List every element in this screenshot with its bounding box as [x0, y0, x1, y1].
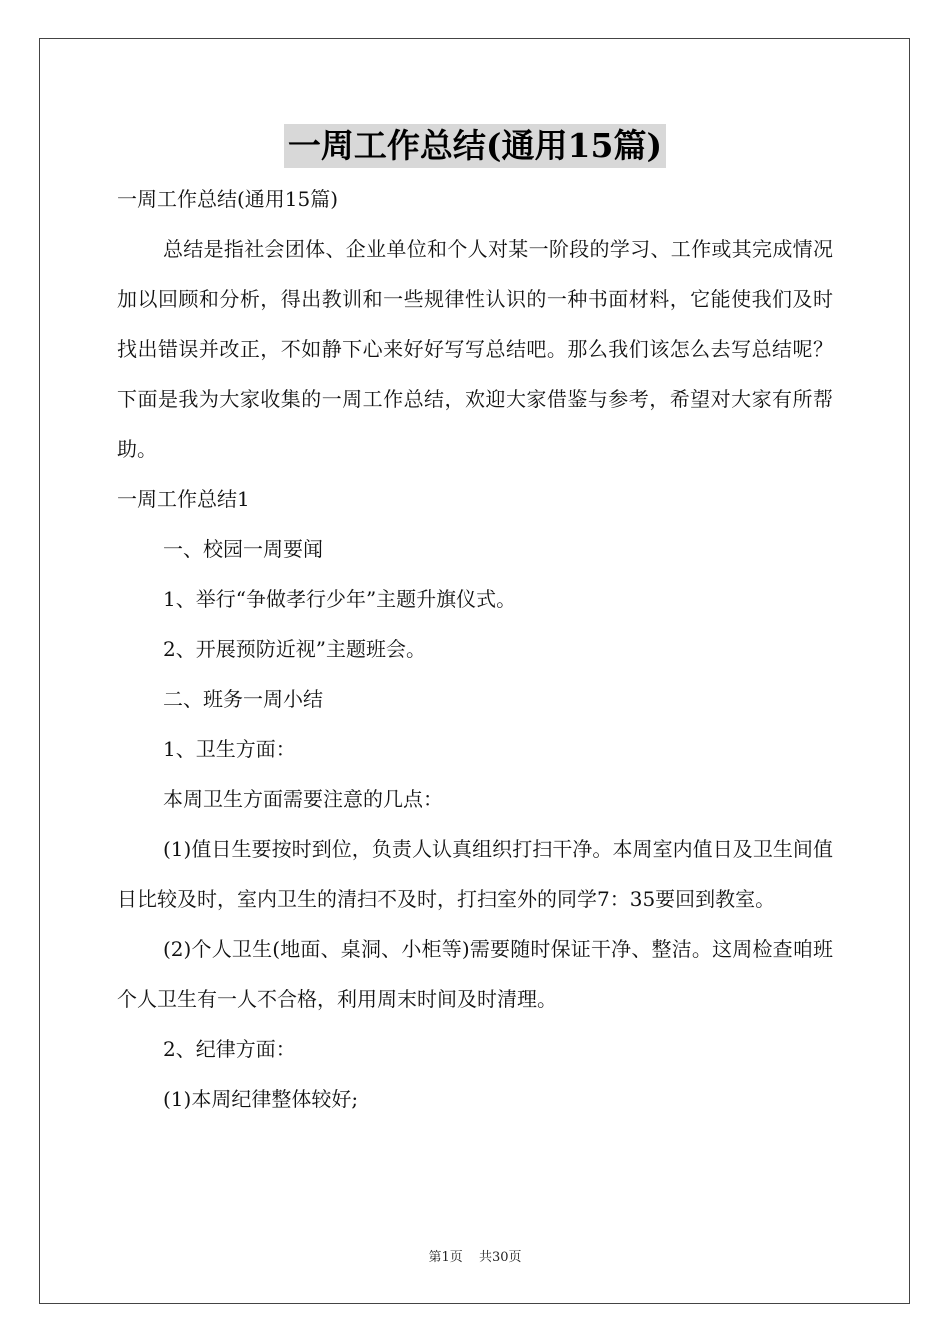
page-footer	[0, 1246, 950, 1265]
subsection-heading: 一、校园一周要闻	[163, 537, 323, 561]
body-paragraph: (1)本周纪律整体较好;	[163, 1087, 359, 1111]
intro-paragraph: 总结是指社会团体、企业单位和个人对某一阶段的学习、工作或其完成情况加以回顾和分析，得出教训和一些规律性认识的一种书面材料，它能使我们及时找出错误并改正，不如静下心来好好写写总结吧。那么我们该怎么去写总结呢？下面是我为大家收集的一周工作总结，欢迎大家借鉴与参考，希望对大家有所帮助。	[117, 237, 833, 461]
document-body	[117, 174, 833, 1124]
page-number: 第1页	[428, 1250, 463, 1265]
subsection-heading: 二、班务一周小结	[163, 687, 323, 711]
list-item: 2、纪律方面：	[163, 1037, 296, 1061]
body-paragraph: 本周卫生方面需要注意的几点：	[163, 787, 443, 811]
list-item: 2、开展预防近视”主题班会。	[163, 637, 426, 661]
title-wrap	[0, 124, 950, 168]
page-total: 共30页	[478, 1250, 522, 1265]
body-paragraph: (1)值日生要按时到位，负责人认真组织打扫干净。本周室内值日及卫生间值日比较及时，室内卫生的清扫不及时，打扫室外的同学7：35要回到教室。	[117, 837, 833, 911]
list-item: 1、卫生方面：	[163, 737, 296, 761]
list-item: 1、举行“争做孝行少年”主题升旗仪式。	[163, 587, 517, 611]
document-title: 一周工作总结(通用15篇)	[284, 124, 666, 168]
body-paragraph: (2)个人卫生(地面、桌洞、小柜等)需要随时保证干净、整洁。这周检查咱班个人卫生有一人不合格，利用周末时间及时清理。	[117, 937, 833, 1011]
section-heading: 一周工作总结1	[117, 487, 250, 511]
subtitle-paragraph: 一周工作总结(通用15篇)	[117, 187, 339, 211]
